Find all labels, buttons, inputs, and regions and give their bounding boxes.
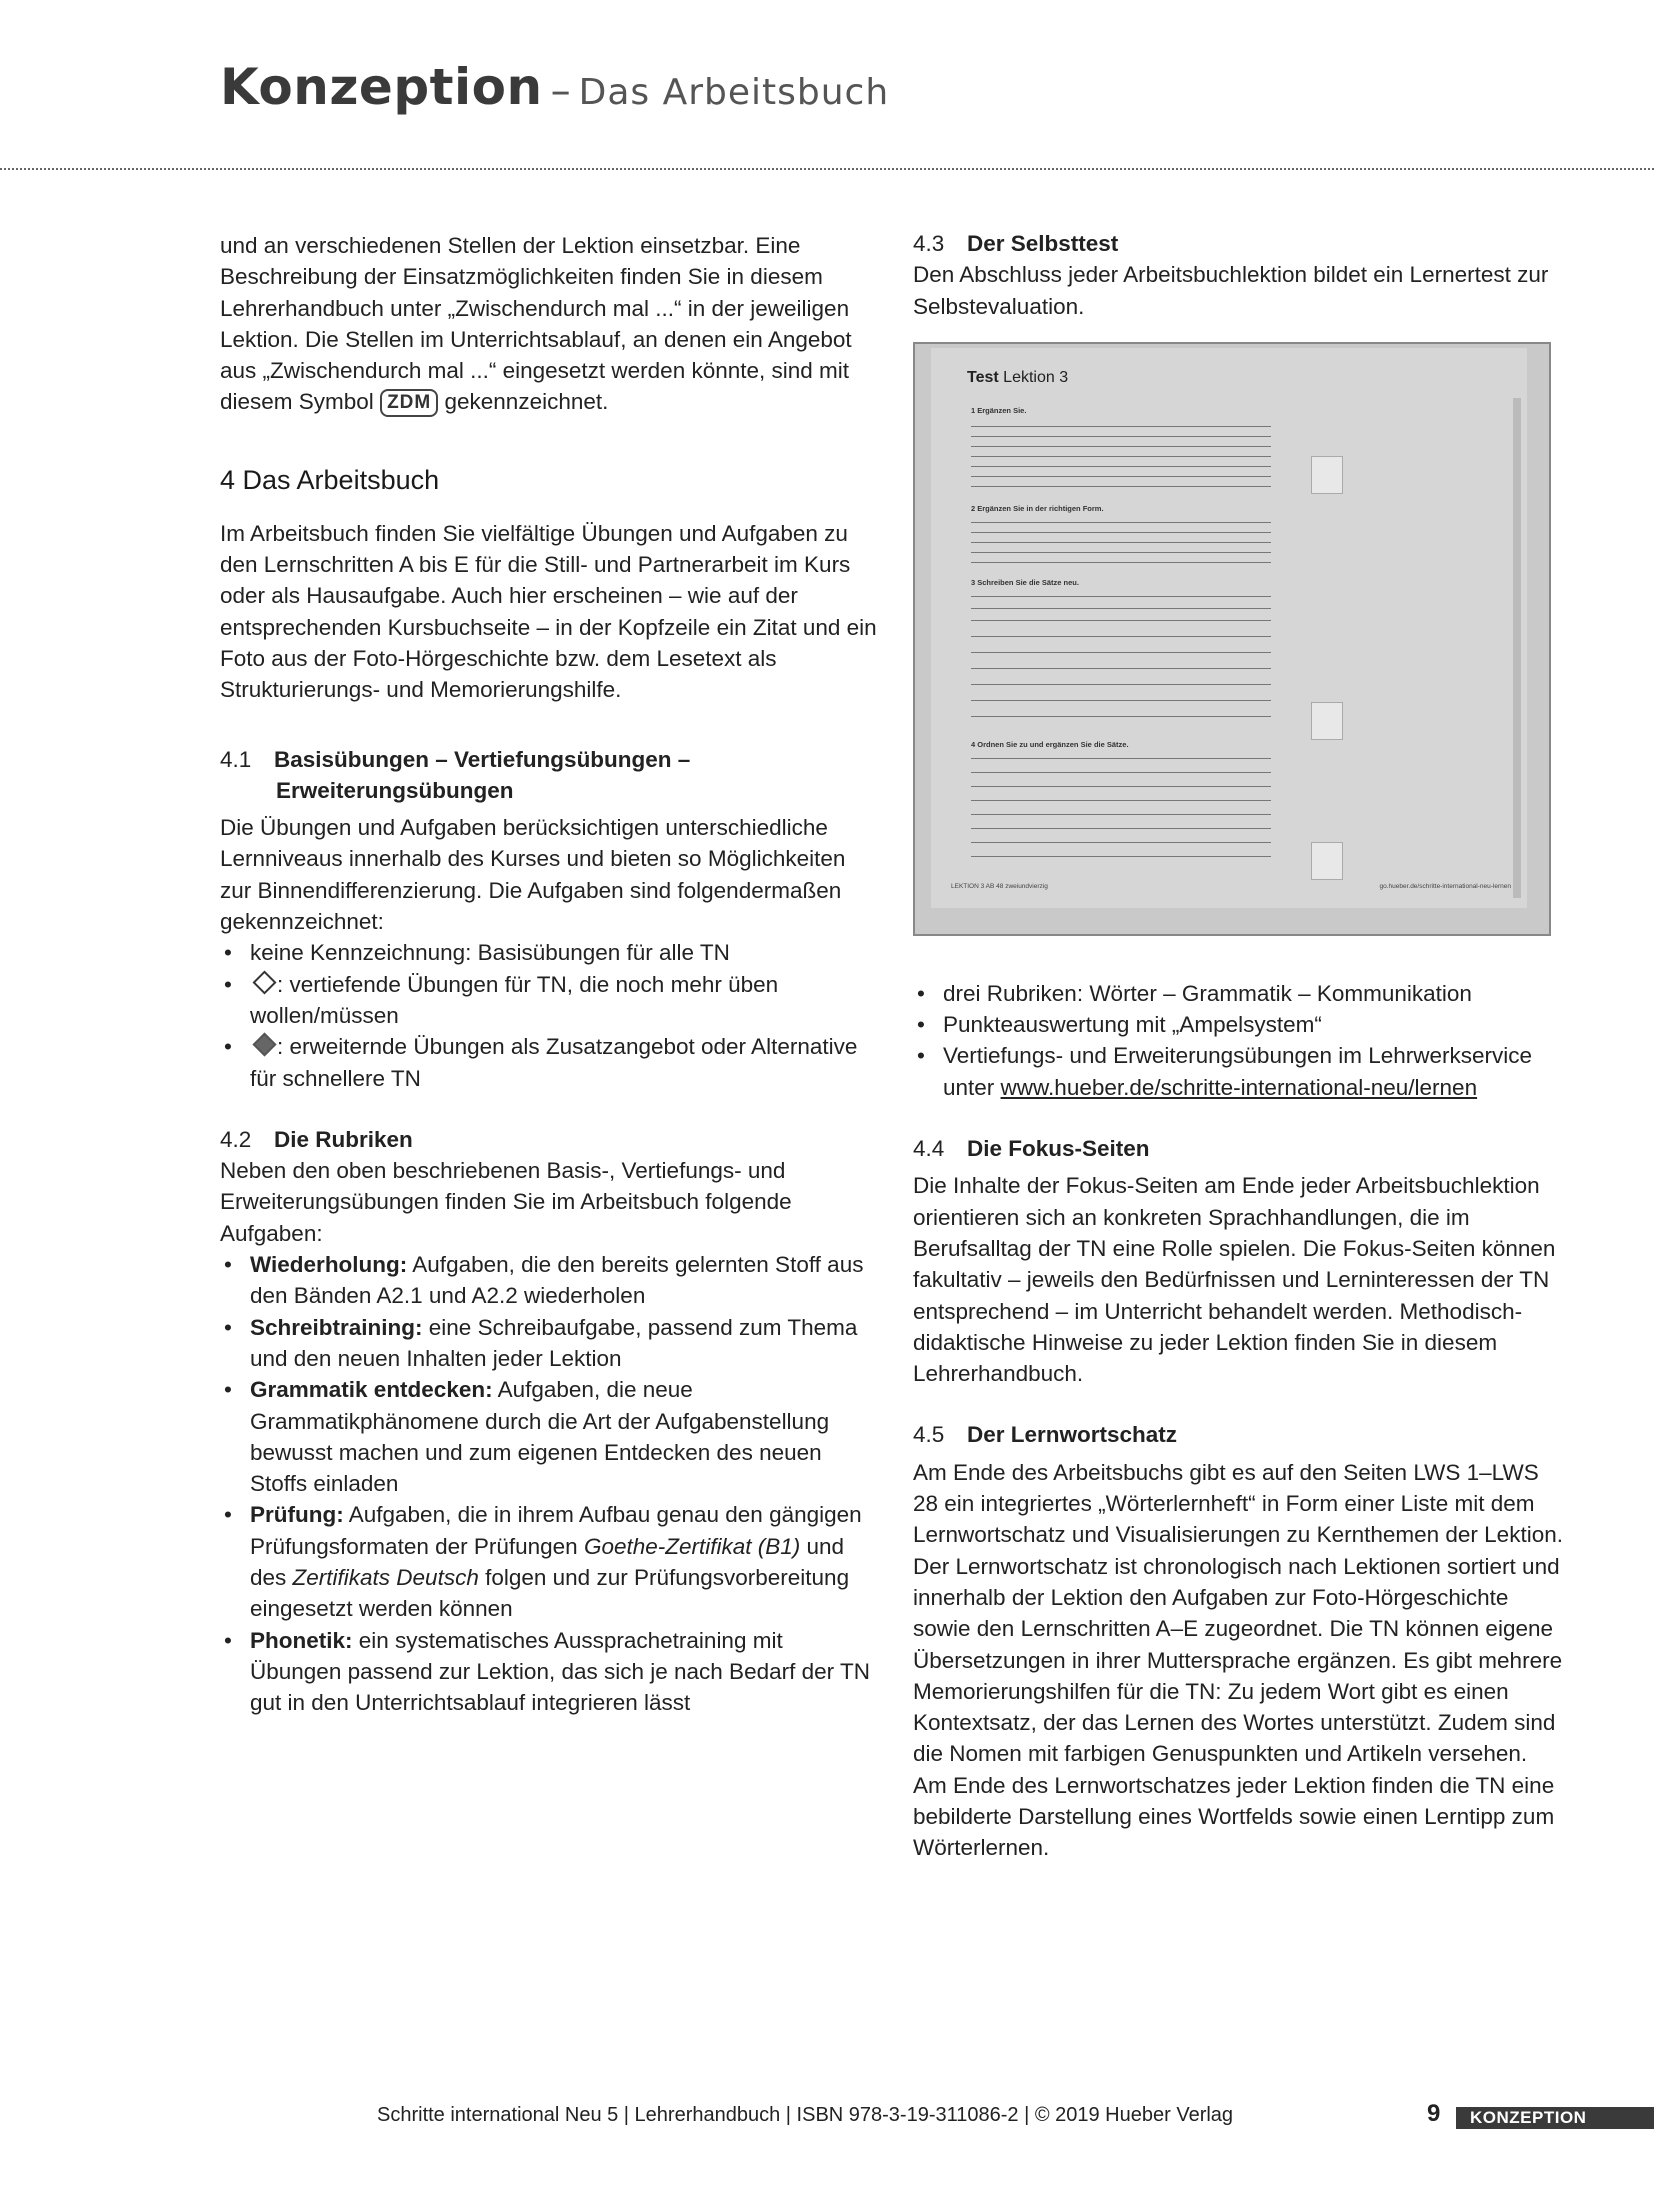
page-header [220, 58, 889, 116]
term: Wiederholung: [250, 1252, 408, 1278]
thumbnail-task-2: 2 Ergänzen Sie in der richtigen Form. [971, 503, 1104, 513]
section-heading-4-4 [913, 1133, 1563, 1164]
thumbnail-footer-left: LEKTION 3 AB 48 zweiundvierzig [951, 882, 1048, 890]
thumbnail-task-3: 3 Schreiben Sie die Sätze neu. [971, 577, 1079, 587]
rubric-list [220, 1249, 880, 1718]
list-item [220, 1312, 880, 1375]
score-box [1311, 702, 1343, 740]
list-item-text: Punkteauswertung mit „Ampelsystem“ [943, 1012, 1322, 1038]
page-title: Konzeption [220, 58, 543, 116]
term-desc: eine Schreibaufgabe, passend zum Thema und den neuen Inhalten jeder Lektion [250, 1314, 858, 1371]
text-line [971, 772, 1271, 773]
intro-text-end: gekennzeichnet. [444, 389, 609, 415]
text-line [971, 828, 1271, 829]
text-line [971, 700, 1271, 701]
text-line [971, 542, 1271, 543]
term: Prüfung: [250, 1502, 344, 1528]
section-title: Die Rubriken [274, 1126, 413, 1152]
section-tag: KONZEPTION [1456, 2107, 1654, 2129]
thumbnail-footer-right: go.hueber.de/schritte-international-neu-lernen [1379, 882, 1511, 890]
text-line [971, 684, 1271, 685]
text-line [971, 800, 1271, 801]
thumbnail-task-1: 1 Ergänzen Sie. [971, 405, 1027, 415]
text-line [971, 652, 1271, 653]
section-number: 4.3 [913, 231, 945, 256]
list-item-text: : vertiefende Übungen für TN, die noch mehr üben wollen/müssen [250, 971, 779, 1028]
section-heading-4-3 [913, 228, 1563, 259]
list-item [220, 937, 880, 968]
list-item [913, 1009, 1563, 1040]
section-4-2-text: Neben den oben beschriebenen Basis-, Vertiefungs- und Erweiterungsübungen finden Sie im Arbeitsbuch folgende Aufgaben: [220, 1158, 792, 1246]
term-desc: Aufgaben, die in ihrem Aufbau genau den gängigen Prüfungsformaten der Prüfungen [250, 1502, 862, 1559]
list-item [913, 978, 1563, 1009]
text-line [971, 446, 1271, 447]
text-line [971, 716, 1271, 717]
term-desc: folgen und zur Prüfungsvorbereitung eingesetzt werden können [250, 1564, 850, 1622]
text-line [971, 620, 1271, 621]
text-line [971, 426, 1271, 427]
thumbnail-title [967, 362, 1068, 393]
section-number: 4.2 [220, 1126, 252, 1152]
term-desc: Aufgaben, die den bereits gelernten Stoff aus den Bänden A2.1 und A2.2 wiederholen [250, 1252, 864, 1309]
text-line [971, 436, 1271, 437]
section-heading-4-1-cont: Erweiterungsübungen [276, 777, 514, 803]
section-4-text: Im Arbeitsbuch finden Sie vielfältige Übungen und Aufgaben zu den Lernschritten A bis E für die Still- und Partnerarbeit im Kurs oder als Hausaufgabe. Auch hier erscheinen – wie auf der entsprechenden Kursbuchseite – in der Kopfzeile ein Zitat und ein Foto aus der Foto-Hörgeschichte bzw. dem Lesetext als Strukturierungs- und Memorierungshilfe. [220, 520, 877, 703]
list-item [220, 1031, 880, 1094]
page-number: 9 [1427, 2100, 1441, 2127]
section-4-3-text: Den Abschluss jeder Arbeitsbuchlektion bildet ein Lernertest zur Selbstevaluation. [913, 262, 1549, 319]
header-divider [0, 168, 1654, 170]
term-desc: und des [250, 1533, 845, 1590]
section-4-5-text: Am Ende des Arbeitsbuchs gibt es auf den Seiten LWS 1–LWS 28 ein integriertes „Wörterlernheft“ in Form einer Liste mit dem Lernwortschatz und Visualisierungen zu Kernthemen der Lektion. Der Lernwortschatz ist chronologisch nach Lektionen sortiert und innerhalb der Lektion den Aufgaben zur Foto-Hörgeschichte sowie den Lernschritten A–E zugeordnet. Die TN können eigene Übersetzungen in ihrer Muttersprache ergänzen. Es gibt mehrere Memorierungshilfen für die TN: Zu jedem Wort gibt es einen Kontextsatz, der das Lernen des Wortes unterstützt. Zudem sind die Nomen mit farbigen Genuspunkten und Artikeln versehen. Am Ende des Lernwortschatzes jeder Lektion finden die TN eine bebilderte Darstellung eines Wortfelds sowie einen Lerntipp zum Wörterlernen. [913, 1459, 1563, 1861]
list-item [913, 1040, 1563, 1103]
term-desc: ein systematisches Aussprachetraining mit Übungen passend zur Lektion, das sich je nach Bedarf der TN gut in den Unterrichtsablauf integrieren lässt [250, 1627, 870, 1716]
text-line [971, 814, 1271, 815]
text-line [971, 552, 1271, 553]
intro-paragraph [220, 230, 880, 418]
text-line [971, 856, 1271, 857]
list-item [220, 1374, 880, 1499]
text-line [971, 668, 1271, 669]
thumbnail-title-bold: Test [967, 368, 999, 386]
list-item-text: Vertiefungs- und Erweiterungsübungen im Lehrwerkservice unter [943, 1043, 1533, 1100]
section-number: 4.1 [220, 746, 252, 772]
term: Phonetik: [250, 1627, 353, 1653]
section-4-4-text: Die Inhalte der Fokus-Seiten am Ende jeder Arbeitsbuchlektion orientieren sich an konkreten Sprachhandlungen, die im Berufsalltag der TN eine Rolle spielen. Die Fokus-Seiten können fakultativ – jeweils den Bedürfnissen und Lerninteressen der TN entsprechend – im Unterricht behandelt werden. Methodisch-didaktische Hinweise zu jeder Lektion finden Sie in diesem Lehrerhandbuch. [913, 1173, 1556, 1387]
text-line [971, 486, 1271, 487]
text-line [971, 608, 1271, 609]
list-item-text: drei Rubriken: Wörter – Grammatik – Kommunikation [943, 980, 1472, 1006]
section-heading-4-5 [913, 1419, 1563, 1450]
title-separator: – [550, 68, 571, 114]
section-number: 4.4 [913, 1136, 945, 1162]
list-item [220, 1499, 880, 1624]
page-subtitle: Das Arbeitsbuch [578, 72, 890, 113]
section-title: Basisübungen – Vertiefungsübungen – [274, 746, 691, 772]
hueber-link[interactable]: www.hueber.de/schritte-international-neu/lernen [1000, 1074, 1478, 1100]
right-column [913, 228, 1563, 1864]
zdm-symbol-icon: ZDM [380, 389, 438, 417]
section-title: Der Selbsttest [967, 231, 1119, 256]
list-item [220, 1249, 880, 1312]
text-line [971, 532, 1271, 533]
diamond-outline-icon [252, 970, 276, 994]
term-desc: Aufgaben, die neue Grammatikphänomene durch die Art der Aufgabenstellung bewusst machen und zum eigenen Entdecken des neuen Stoffs einladen [250, 1377, 830, 1497]
text-line [971, 636, 1271, 637]
thumbnail-page [931, 348, 1527, 908]
diamond-filled-icon [252, 1033, 276, 1057]
selbsttest-features-list [913, 978, 1563, 1103]
thumbnail-footer [951, 871, 1511, 902]
left-column [220, 230, 880, 1718]
thumbnail-side-strip [1513, 398, 1521, 898]
text-line [971, 562, 1271, 563]
text-line [971, 786, 1271, 787]
text-line [971, 522, 1271, 523]
text-line [971, 842, 1271, 843]
section-4-1-text: Die Übungen und Aufgaben berücksichtigen unterschiedliche Lernniveaus innerhalb des Kurses und bieten so Möglichkeiten zur Binnendifferenzierung. Die Aufgaben sind folgendermaßen gekennzeichnet: [220, 815, 846, 935]
section-number: 4.5 [913, 1422, 945, 1448]
score-box [1311, 456, 1343, 494]
exam-name: Zertifikats Deutsch [292, 1564, 479, 1590]
footer-citation: Schritte international Neu 5 | Lehrerhandbuch | ISBN 978-3-19-311086-2 | © 2019 Hueber Verlag [377, 2104, 1234, 2126]
section-heading-4-2 [220, 1124, 880, 1155]
list-item [220, 969, 880, 1032]
section-heading-4: 4 Das Arbeitsbuch [220, 464, 440, 495]
list-item [220, 1625, 880, 1719]
section-title: Die Fokus-Seiten [967, 1136, 1150, 1162]
text-line [971, 456, 1271, 457]
list-item-text: keine Kennzeichnung: Basisübungen für alle TN [250, 940, 730, 966]
text-line [971, 476, 1271, 477]
term: Grammatik entdecken: [250, 1377, 493, 1403]
intro-text: und an verschiedenen Stellen der Lektion einsetzbar. Eine Beschreibung der Einsatzmöglichkeiten finden Sie in diesem Lehrerhandbuch unter „Zwischendurch mal ...“ in der jeweiligen Lektion. Die Stellen im Unterrichtsablauf, an denen ein Angebot aus „Zwischendurch mal ...“ eingesetzt werden könnte, sind mit diesem Symbol [220, 233, 852, 415]
term: Schreibtraining: [250, 1314, 423, 1340]
text-line [971, 466, 1271, 467]
text-line [971, 596, 1271, 597]
thumbnail-title-rest: Lektion 3 [1003, 368, 1069, 386]
thumbnail-task-4: 4 Ordnen Sie zu und ergänzen Sie die Sätze. [971, 739, 1129, 749]
section-heading-4-1 [220, 744, 880, 775]
exam-name: Goethe-Zertifikat (B1) [583, 1533, 801, 1559]
level-list [220, 937, 880, 1093]
selbsttest-page-thumbnail [913, 342, 1551, 936]
text-line [971, 758, 1271, 759]
list-item-text: : erweiternde Übungen als Zusatzangebot oder Alternative für schnellere TN [250, 1034, 858, 1091]
section-title: Der Lernwortschatz [967, 1422, 1178, 1448]
